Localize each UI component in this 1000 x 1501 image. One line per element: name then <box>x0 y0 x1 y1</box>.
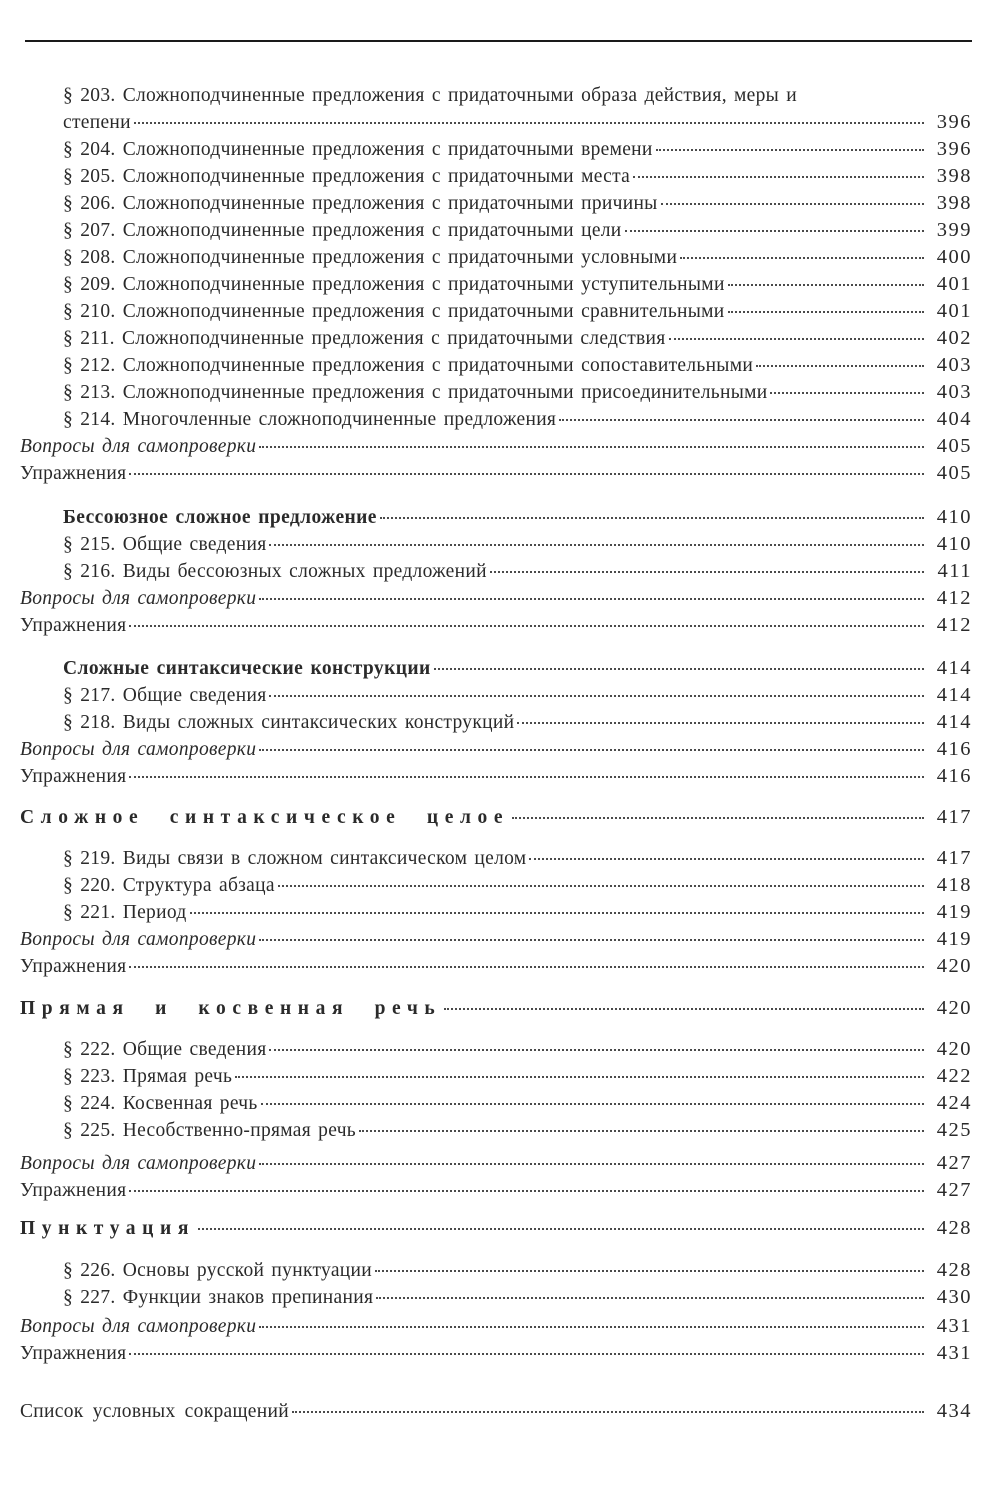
dot-leader <box>269 543 924 546</box>
toc-entry-text: Вопросы для самопроверки <box>20 588 257 609</box>
toc-entry-exercises[interactable] <box>0 953 1000 980</box>
dot-leader <box>633 175 924 178</box>
toc-entry-abbreviations[interactable] <box>0 1398 1000 1425</box>
dot-leader <box>259 1325 924 1328</box>
toc-entry-questions[interactable] <box>0 433 1000 460</box>
toc-entry-text: § 209. Сложноподчиненные предложения с придаточными уступительными <box>63 274 725 295</box>
toc-entry-215[interactable] <box>0 531 1000 558</box>
toc-entry-questions[interactable] <box>0 736 1000 763</box>
toc-entry-text: § 223. Прямая речь <box>63 1066 233 1087</box>
toc-entry-222[interactable] <box>0 1036 1000 1063</box>
page-number: 418 <box>936 874 972 896</box>
toc-entry-209[interactable] <box>0 271 1000 298</box>
toc-heading-text: Сложные синтаксические конструкции <box>63 658 431 679</box>
toc-entry-211[interactable] <box>0 325 1000 352</box>
page-number: 400 <box>936 246 972 268</box>
page-number: 405 <box>936 435 972 457</box>
dot-leader <box>375 1269 924 1272</box>
toc-entry-225[interactable] <box>0 1117 1000 1144</box>
toc-entry-text: § 204. Сложноподчиненные предложения с придаточными времени <box>63 139 653 160</box>
page-number: 428 <box>936 1259 972 1281</box>
toc-entry-text: § 216. Виды бессоюзных сложных предложений <box>63 561 487 582</box>
dot-leader <box>259 445 924 448</box>
toc-entry-text: Упражнения <box>20 1343 127 1364</box>
toc-entry-text: § 210. Сложноподчиненные предложения с придаточными сравнительными <box>63 301 725 322</box>
toc-entry-text: § 215. Общие сведения <box>63 534 267 555</box>
toc-entry-text: Упражнения <box>20 766 127 787</box>
page-number: 403 <box>936 381 972 403</box>
toc-entry-text: § 219. Виды связи в сложном синтаксическом целом <box>63 848 527 869</box>
page-number: 424 <box>936 1092 972 1114</box>
toc-entry-exercises[interactable] <box>0 763 1000 790</box>
dot-leader <box>129 624 924 627</box>
dot-leader <box>129 1189 924 1192</box>
toc-heading-text: Бессоюзное сложное предложение <box>63 507 377 528</box>
toc-entry-223[interactable] <box>0 1063 1000 1090</box>
dot-leader <box>434 667 924 670</box>
dot-leader <box>512 816 924 819</box>
toc-entry-205[interactable] <box>0 163 1000 190</box>
page-number: 419 <box>936 928 972 950</box>
toc-entry-213[interactable] <box>0 379 1000 406</box>
dot-leader <box>261 1102 924 1105</box>
page-number: 412 <box>936 587 972 609</box>
page-number: 405 <box>936 462 972 484</box>
toc-chapter-text: Прямая и косвенная речь <box>20 998 442 1019</box>
page-number: 398 <box>936 165 972 187</box>
toc-entry-220[interactable] <box>0 872 1000 899</box>
page-number: 396 <box>936 138 972 160</box>
page-number: 410 <box>936 506 972 528</box>
page-number: 410 <box>936 533 972 555</box>
toc-entry-219[interactable] <box>0 845 1000 872</box>
page-number: 428 <box>936 1217 972 1239</box>
page-number: 425 <box>936 1119 972 1141</box>
toc-entry-text: Список условных сокращений <box>20 1401 289 1422</box>
toc-chapter-slozhnoe-celoe[interactable] <box>0 804 1000 831</box>
page-number: 434 <box>936 1400 972 1422</box>
toc-entry-text: Упражнения <box>20 463 127 484</box>
toc-entry-text: § 226. Основы русской пунктуации <box>63 1260 372 1281</box>
page-number: 399 <box>936 219 972 241</box>
page-number: 430 <box>936 1286 972 1308</box>
toc-entry-text: § 208. Сложноподчиненные предложения с придаточными условными <box>63 247 678 268</box>
toc-entry-text: § 212. Сложноподчиненные предложения с придаточными сопоставительными <box>63 355 754 376</box>
toc-entry-203-line1: § 203. Сложноподчиненные предложения с придаточными образа действия, меры и <box>63 85 797 106</box>
page-number: 427 <box>936 1179 972 1201</box>
page-number: 401 <box>936 300 972 322</box>
toc-entry-207[interactable] <box>0 217 1000 244</box>
toc-chapter-text: Пунктуация <box>20 1218 195 1239</box>
toc-entry-203[interactable] <box>0 109 1000 136</box>
toc-entry-text: § 222. Общие сведения <box>63 1039 267 1060</box>
dot-leader <box>129 775 924 778</box>
toc-entry-text: Вопросы для самопроверки <box>20 739 257 760</box>
dot-leader <box>529 857 924 860</box>
page-number: 420 <box>936 1038 972 1060</box>
toc-entry-text: § 205. Сложноподчиненные предложения с придаточными места <box>63 166 631 187</box>
dot-leader <box>292 1410 924 1413</box>
toc-entry-204[interactable] <box>0 136 1000 163</box>
toc-entry-216[interactable] <box>0 558 1000 585</box>
toc-entry-text: § 227. Функции знаков препинания <box>63 1287 374 1308</box>
page-number: 398 <box>936 192 972 214</box>
toc-entry-text: § 221. Период <box>63 902 187 923</box>
dot-leader <box>490 570 924 573</box>
toc-chapter-punktuaciya[interactable] <box>0 1215 1000 1242</box>
dot-leader <box>376 1296 924 1299</box>
toc-entry-text: § 213. Сложноподчиненные предложения с придаточными присоединительными <box>63 382 768 403</box>
dot-leader <box>269 694 924 697</box>
dot-leader <box>656 148 924 151</box>
dot-leader <box>129 1352 924 1355</box>
dot-leader <box>235 1075 924 1078</box>
page-number: 431 <box>936 1342 972 1364</box>
toc-chapter-pryamaya-kosvennaya[interactable] <box>0 995 1000 1022</box>
toc-entry-206[interactable] <box>0 190 1000 217</box>
dot-leader <box>278 884 924 887</box>
toc-entry-214[interactable] <box>0 406 1000 433</box>
dot-leader <box>517 721 924 724</box>
toc-entry-text: § 206. Сложноподчиненные предложения с придаточными причины <box>63 193 658 214</box>
page-number: 414 <box>936 657 972 679</box>
dot-leader <box>444 1007 924 1010</box>
toc-entry-questions[interactable] <box>0 585 1000 612</box>
toc-chapter-text: Сложное синтаксическое целое <box>20 807 510 828</box>
page-number: 402 <box>936 327 972 349</box>
page-number: 403 <box>936 354 972 376</box>
dot-leader <box>198 1227 924 1230</box>
dot-leader <box>359 1129 924 1132</box>
page-number: 417 <box>936 806 972 828</box>
dot-leader <box>728 310 924 313</box>
page-number: 420 <box>936 997 972 1019</box>
dot-leader <box>269 1048 924 1051</box>
toc-entry-exercises[interactable] <box>0 1340 1000 1367</box>
page-number: 417 <box>936 847 972 869</box>
page-number: 414 <box>936 711 972 733</box>
page-number: 414 <box>936 684 972 706</box>
toc-heading-bessoyuznoe[interactable] <box>0 504 1000 531</box>
page-number: 396 <box>936 111 972 133</box>
toc-heading-slozhnye-konstrukcii[interactable] <box>0 655 1000 682</box>
toc-entry-text: Вопросы для самопроверки <box>20 1316 257 1337</box>
toc-entry-210[interactable] <box>0 298 1000 325</box>
dot-leader <box>728 283 924 286</box>
page-number: 416 <box>936 738 972 760</box>
dot-leader <box>680 256 924 259</box>
page-number: 431 <box>936 1315 972 1337</box>
page-number: 411 <box>937 560 972 582</box>
toc-entry-text: § 220. Структура абзаца <box>63 875 275 896</box>
toc-entry-exercises[interactable] <box>0 612 1000 639</box>
dot-leader <box>259 748 924 751</box>
toc-entry-text: § 207. Сложноподчиненные предложения с придаточными цели <box>63 220 622 241</box>
page-number: 416 <box>936 765 972 787</box>
toc-entry-text: Упражнения <box>20 956 127 977</box>
toc-entry-224[interactable] <box>0 1090 1000 1117</box>
toc-entry-text: Упражнения <box>20 615 127 636</box>
toc-entry-questions[interactable] <box>0 1150 1000 1177</box>
toc-entry-text: § 211. Сложноподчиненные предложения с придаточными следствия <box>63 328 666 349</box>
toc-entry-text: § 214. Многочленные сложноподчиненные предложения <box>63 409 557 430</box>
toc-entry-text: степени <box>63 112 131 133</box>
dot-leader <box>559 418 924 421</box>
toc-entry-exercises[interactable] <box>0 1177 1000 1204</box>
dot-leader <box>259 597 924 600</box>
toc-entry-questions[interactable] <box>0 1313 1000 1340</box>
toc-entry-text: Вопросы для самопроверки <box>20 1153 257 1174</box>
dot-leader <box>756 364 924 367</box>
page-number: 427 <box>936 1152 972 1174</box>
dot-leader <box>625 229 924 232</box>
toc-entry-text: Упражнения <box>20 1180 127 1201</box>
page-number: 422 <box>936 1065 972 1087</box>
dot-leader <box>129 472 924 475</box>
dot-leader <box>259 1162 924 1165</box>
dot-leader <box>669 337 924 340</box>
toc-entry-text: § 217. Общие сведения <box>63 685 267 706</box>
toc-entry-221[interactable] <box>0 899 1000 926</box>
toc-entry-exercises[interactable] <box>0 460 1000 487</box>
dot-leader <box>259 938 924 941</box>
toc-entry-text: § 225. Несобственно-прямая речь <box>63 1120 356 1141</box>
page-number: 412 <box>936 614 972 636</box>
toc-entry-226[interactable] <box>0 1257 1000 1284</box>
toc-entry-227[interactable] <box>0 1284 1000 1311</box>
toc-entry-text: § 218. Виды сложных синтаксических конструкций <box>63 712 515 733</box>
page-number: 419 <box>936 901 972 923</box>
dot-leader <box>770 391 924 394</box>
dot-leader <box>134 121 924 124</box>
toc-entry-text: Вопросы для самопроверки <box>20 929 257 950</box>
toc-entry-questions[interactable] <box>0 926 1000 953</box>
toc-entry-208[interactable] <box>0 244 1000 271</box>
dot-leader <box>129 965 924 968</box>
dot-leader <box>190 911 924 914</box>
toc-entry-text: Вопросы для самопроверки <box>20 436 257 457</box>
page-number: 420 <box>936 955 972 977</box>
toc-entry-212[interactable] <box>0 352 1000 379</box>
page-number: 404 <box>936 408 972 430</box>
toc-entry-text: § 224. Косвенная речь <box>63 1093 258 1114</box>
page-number: 401 <box>936 273 972 295</box>
dot-leader <box>380 516 924 519</box>
dot-leader <box>661 202 924 205</box>
toc-entry-217[interactable] <box>0 682 1000 709</box>
toc-entry-218[interactable] <box>0 709 1000 736</box>
